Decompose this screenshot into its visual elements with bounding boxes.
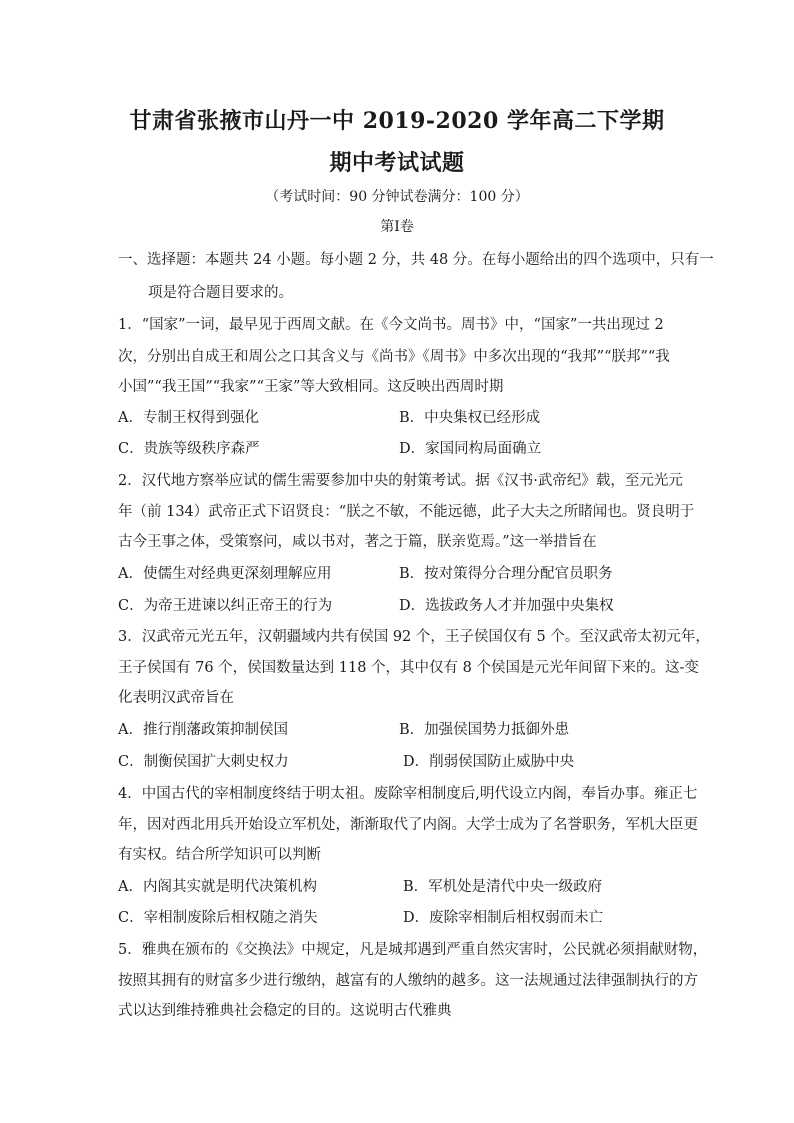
question-3-option-d: D．削弱侯国防止威胁中央 bbox=[403, 754, 575, 770]
question-1-option-a: A．专制王权得到强化 bbox=[118, 410, 259, 426]
question-4-option-d: D．废除宰相制后相权弱而未亡 bbox=[403, 910, 604, 926]
question-3-stem: 3．汉武帝元光五年，汉朝疆域内共有侯国 92 个，王子侯国仅有 5 个。至汉武帝太初元年， bbox=[118, 629, 710, 645]
question-5-stem: 5．雅典在颁布的《交换法》中规定，凡是城邦遇到严重自然灾害时，公民就必须捐献财物， bbox=[118, 942, 708, 958]
question-5-stem: 式以达到维持雅典社会稳定的目的。这说明古代雅典 bbox=[118, 1003, 452, 1019]
exam-subtitle: 期中考试试题 bbox=[329, 150, 465, 176]
question-3-option-c: C．制衡侯国扩大刺史权力 bbox=[118, 754, 289, 770]
question-1-option-c: C．贵族等级秩序森严 bbox=[118, 441, 260, 457]
question-1-stem: 1．“国家”一词，最早见于西周文献。在《今文尚书。周书》中，“国家”一共出现过 2 bbox=[118, 317, 664, 333]
question-1-option-b: B．中央集权已经形成 bbox=[399, 410, 541, 426]
question-4-option-a: A．内阁其实就是明代决策机构 bbox=[118, 879, 317, 895]
question-2-option-a: A．使儒生对经典更深刻理解应用 bbox=[118, 566, 332, 582]
exam-title: 甘肃省张掖市山丹一中 2019-2020 学年高二下学期 bbox=[129, 108, 665, 134]
question-1-option-d: D．家国同构局面确立 bbox=[399, 441, 542, 457]
volume-label: 第Ⅰ卷 bbox=[380, 219, 414, 235]
question-1-stem: 小国”“我王国”“我家”“王家”等大致相同。这反映出西周时期 bbox=[118, 379, 504, 395]
question-2-option-b: B．按对策得分合理分配官员职务 bbox=[399, 566, 613, 582]
question-3-option-a: A．推行削藩政策抑制侯国 bbox=[118, 722, 288, 738]
section-instructions: 一、选择题：本题共 24 小题。每小题 2 分，共 48 分。在每小题给出的四个选项中，只有一 bbox=[118, 252, 714, 268]
question-2-option-c: C．为帝王进谏以纠正帝王的行为 bbox=[118, 598, 333, 614]
exam-info: （考试时间：90 分钟试卷满分：100 分） bbox=[265, 189, 529, 205]
question-4-stem: 年，因对西北用兵开始设立军机处，渐渐取代了内阁。大学士成为了名誉职务，军机大臣更 bbox=[118, 817, 698, 833]
question-4-stem: 4．中国古代的宰相制度终结于明太祖。废除宰相制度后,明代设立内阁，奉旨办事。雍正七 bbox=[118, 786, 698, 802]
question-2-stem: 古今王事之体，受策察问，咸以书对，著之于篇，朕亲览焉。”这一举措旨在 bbox=[118, 534, 597, 550]
question-2-stem: 年（前 134）武帝正式下诏贤良：“朕之不敏，不能远德，此子大夫之所睹闻也。贤良明于 bbox=[118, 504, 695, 520]
question-5-stem: 按照其拥有的财富多少进行缴纳，越富有的人缴纳的越多。这一法规通过法律强制执行的方 bbox=[118, 973, 698, 989]
question-4-stem: 有实权。结合所学知识可以判断 bbox=[118, 847, 321, 863]
question-2-option-d: D．选拔政务人才并加强中央集权 bbox=[399, 598, 614, 614]
question-1-stem: 次，分别出自成王和周公之口其含义与《尚书》《周书》中多次出现的“我邦”“朕邦”“我 bbox=[118, 349, 670, 365]
question-3-stem: 王子侯国有 76 个，侯国数量达到 118 个，其中仅有 8 个侯国是元光年间留下来的。这-变 bbox=[118, 660, 699, 676]
question-4-option-b: B．军机处是清代中央一级政府 bbox=[403, 879, 603, 895]
question-3-stem: 化表明汉武帝旨在 bbox=[118, 690, 234, 706]
question-4-option-c: C．宰相制废除后相权随之消失 bbox=[118, 910, 318, 926]
section-instructions-cont: 项是符合题目要求的。 bbox=[148, 285, 293, 301]
question-2-stem: 2．汉代地方察举应试的儒生需要参加中央的射策考试。据《汉书·武帝纪》载，至元光元 bbox=[118, 473, 683, 489]
question-3-option-b: B．加强侯国势力抵御外患 bbox=[399, 722, 570, 738]
